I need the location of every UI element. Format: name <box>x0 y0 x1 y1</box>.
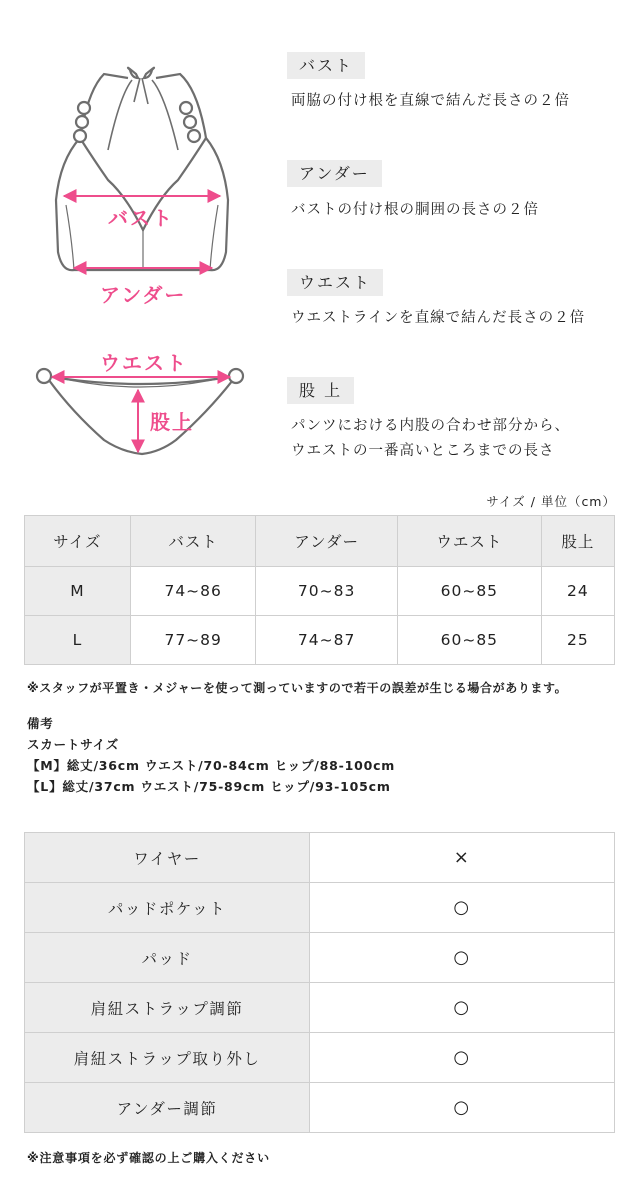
value-cell: 77~89 <box>130 616 256 665</box>
header-cell: バスト <box>130 516 256 567</box>
value-cell: 25 <box>541 616 614 665</box>
remarks-title: 備考 <box>27 716 54 731</box>
feature-mark: ○ <box>310 983 615 1033</box>
feature-mark: ○ <box>310 1083 615 1133</box>
size-cell: L <box>25 616 131 665</box>
garment-illustration <box>0 0 280 470</box>
table-row <box>25 567 615 616</box>
value-cell: 70~83 <box>256 567 397 616</box>
def-tag-waist: ウエスト <box>287 269 383 296</box>
value-cell: 60~85 <box>397 567 541 616</box>
feature-name: パッド <box>25 933 310 983</box>
size-cell: M <box>25 567 131 616</box>
bust-label: バスト <box>108 206 174 230</box>
under-label: アンダー <box>100 283 187 307</box>
def-tag-under: アンダー <box>287 160 382 187</box>
footer-note: ※注意事項を必ず確認の上ご購入ください <box>27 1151 270 1165</box>
table-row <box>25 933 615 983</box>
size-table-header <box>25 516 615 567</box>
table-row <box>25 883 615 933</box>
feature-name: ワイヤー <box>25 833 310 883</box>
table-row <box>25 833 615 883</box>
value-cell: 74~86 <box>130 567 256 616</box>
table-row <box>25 1083 615 1133</box>
remarks-line-m: 【M】総丈/36cm ウエスト/70-84cm ヒップ/88-100cm <box>27 758 396 773</box>
def-tag-bust: バスト <box>287 52 365 79</box>
feature-name: パッドポケット <box>25 883 310 933</box>
size-table <box>24 515 615 665</box>
table-row <box>25 1033 615 1083</box>
feature-name: 肩紐ストラップ取り外し <box>25 1033 310 1083</box>
rise-label: 股上 <box>150 410 194 434</box>
bikini-diagram <box>0 0 280 470</box>
header-cell: サイズ <box>25 516 131 567</box>
bikini-bottom-shape <box>37 369 243 454</box>
header-cell: アンダー <box>256 516 397 567</box>
feature-mark: ○ <box>310 883 615 933</box>
header-cell: ウエスト <box>397 516 541 567</box>
bikini-top-shape <box>56 68 228 270</box>
feature-mark: × <box>310 833 615 883</box>
feature-table <box>24 832 615 1133</box>
remarks <box>27 713 395 797</box>
def-text-rise-1: パンツにおける内股の合わせ部分から、 <box>291 418 570 434</box>
def-text-rise-2: ウエストの一番高いところまでの長さ <box>291 443 555 459</box>
def-text-under: バストの付け根の胴囲の長さの２倍 <box>291 202 539 218</box>
def-tag-rise: 股 上 <box>287 377 354 404</box>
value-cell: 60~85 <box>397 616 541 665</box>
unit-note: サイズ / 単位（cm） <box>486 494 616 509</box>
remarks-line-l: 【L】総丈/37cm ウエスト/75-89cm ヒップ/93-105cm <box>27 779 391 794</box>
feature-mark: ○ <box>310 933 615 983</box>
table-row <box>25 616 615 665</box>
value-cell: 24 <box>541 567 614 616</box>
feature-mark: ○ <box>310 1033 615 1083</box>
measure-note: ※スタッフが平置き・メジャーを使って測っていますので若干の誤差が生じる場合があります。 <box>27 681 568 695</box>
def-text-bust: 両脇の付け根を直線で結んだ長さの２倍 <box>291 93 570 109</box>
header-cell: 股上 <box>541 516 614 567</box>
def-text-waist: ウエストラインを直線で結んだ長さの２倍 <box>291 310 586 326</box>
waist-label: ウエスト <box>100 351 188 375</box>
feature-name: 肩紐ストラップ調節 <box>25 983 310 1033</box>
value-cell: 74~87 <box>256 616 397 665</box>
remarks-subtitle: スカートサイズ <box>27 737 120 752</box>
feature-name: アンダー調節 <box>25 1083 310 1133</box>
table-row <box>25 983 615 1033</box>
